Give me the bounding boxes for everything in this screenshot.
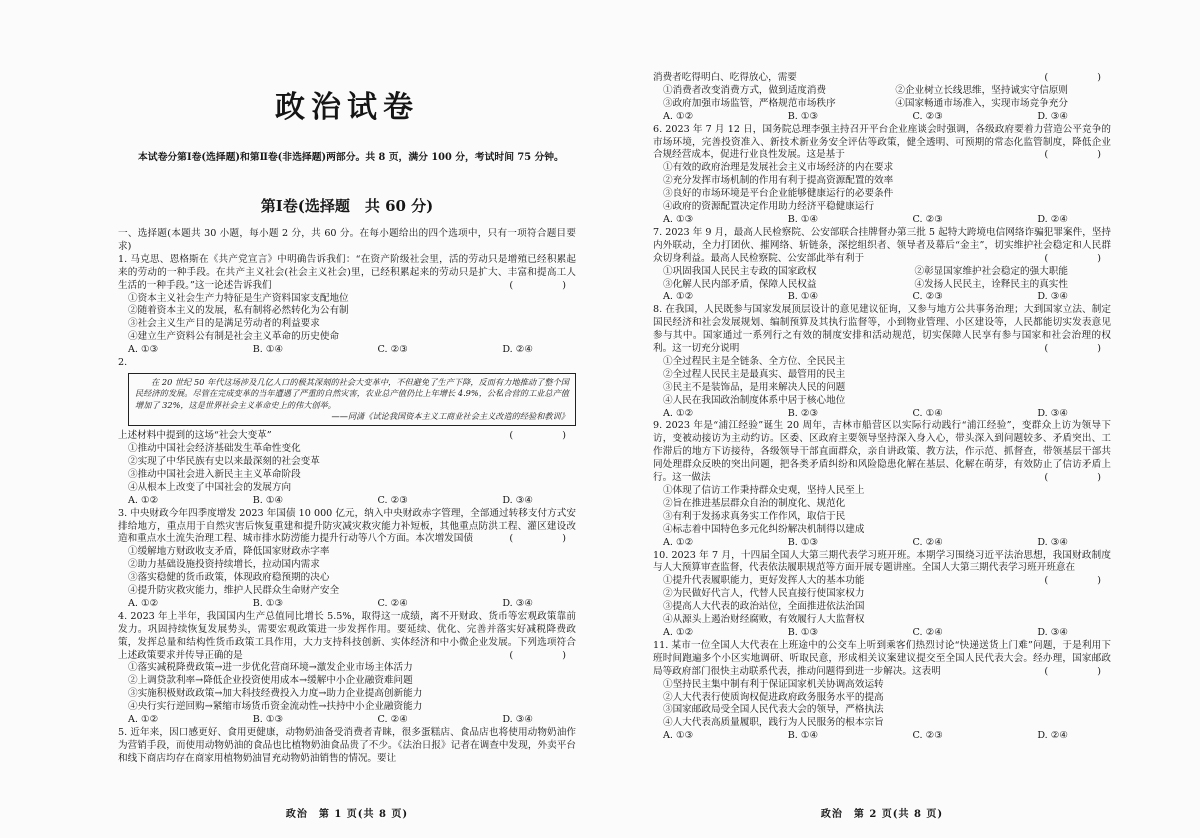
exam-instructions: 本试卷分第Ⅰ卷(选择题)和第Ⅱ卷(非选择题)两部分。共 8 页，满分 100 分，考试时间 75 分钟。 xyxy=(138,152,564,163)
answer-statement: ①有效的政府治理是发展社会主义市场经济的内在要求 xyxy=(663,162,894,174)
option-choice: C. ②④ xyxy=(912,536,943,548)
material-text: 在 20 世纪 50 年代这场涉及几亿人口的极其深刻的社会大变革中，不但避免了生产下降，反而有力地推动了整个国民经济的发展。尽管在完成变革的当年遭遇了严重的自然灾害，农业总产值仍比上年增长 4.9%，公私合营的工业总产值增加了 32%，这是世界社会主义革命史上的伟大创举。 xyxy=(135,376,569,410)
option-choice: D. ②④ xyxy=(1037,213,1068,225)
left-question-list xyxy=(118,228,576,766)
option-choice: B. ①④ xyxy=(252,494,284,506)
question-stem: 10. 2023 年 7 月，十四届全国人大第三期代表学习班开班。本期学习围绕习近平法治思想，我国财政制度与人大预算审查监督，代表依法履职规范等方面开展专题讲座。全国人大第三期代表学习班开班意在 ( ) xyxy=(653,549,1111,587)
option-row xyxy=(128,714,533,727)
option-choice: C. ②③ xyxy=(377,494,408,506)
option-choice: D. ②④ xyxy=(502,344,533,356)
answer-statement: ④国家畅通市场准入，实现市场竞争充分 xyxy=(895,97,1068,109)
answer-bracket: ( ) xyxy=(1044,149,1111,161)
option-row xyxy=(663,408,1068,421)
answer-statement: ④从源头上遏治财经腐败，有效履行人大监督权 xyxy=(663,614,865,626)
option-choice: B. ①③ xyxy=(787,536,819,548)
answer-statement: ①全过程民主是全链条、全方位、全民民主 xyxy=(663,355,846,367)
answer-statement: ②全过程人民民主是最真实、最管用的民主 xyxy=(663,368,846,380)
question-stem: 9. 2023 年是“浦江经验”诞生 20 周年，吉林市船营区以实际行动践行“浦江经验”，变群众上访为领导下访，变被动接访为主动约访。区委、区政府主要领导坚持深入身入心，带头深入到问题较多、矛盾突出、工作滞后的地方下访接待，各级领导干部直面群众，亲自讲政策、教方法，作示范、抓督查，带领基层干部共同处理群众反映的突出问题，把各类矛盾纠纷和风险隐患化解在基层、化解在萌芽，有效防止了信访矛盾上行。这一做法 ( ) xyxy=(653,420,1111,484)
answer-statement: ④人民在我国政治制度体系中居于核心地位 xyxy=(663,394,846,406)
answer-statement: ④央行实行逆回购→紧缩市场货币资金流动性→扶持中小企业融资能力 xyxy=(128,701,423,713)
option-choice: A. ①② xyxy=(663,626,694,638)
answer-statement: ②旨在推进基层群众自治的制度化、规范化 xyxy=(663,497,846,509)
answer-bracket: ( ) xyxy=(509,279,576,291)
answer-statement: ②为民做好代言人，代替人民直接行使国家权力 xyxy=(663,588,865,600)
answer-statement: ③良好的市场环境是平台企业能够健康运行的必要条件 xyxy=(663,188,894,200)
option-choice: C. ②③ xyxy=(912,110,943,122)
answer-statement: ①坚持民主集中制有利于保证国家机关协调高效运转 xyxy=(663,678,884,690)
option-row xyxy=(663,111,1068,124)
option-choice: D. ③④ xyxy=(1037,407,1068,419)
option-choice: C. ①④ xyxy=(912,407,943,419)
option-row xyxy=(128,598,533,611)
option-choice: D. ②④ xyxy=(1037,730,1068,742)
answer-statement: ④从根本上改变了中国社会的发展方向 xyxy=(128,481,292,493)
option-choice: B. ①③ xyxy=(252,597,284,609)
answer-bracket: ( ) xyxy=(1044,252,1111,264)
answer-statement: ②实现了中华民族有史以来最深刻的社会变革 xyxy=(128,455,320,467)
question-block xyxy=(118,254,576,357)
question-stem: 7. 2023 年 9 月，最高人民检察院、公安部联合挂牌督办第三批 5 起特大跨境电信网络诈骗犯罪案件，坚持内外联动，全力打团伙、摧网络、斩链条，深挖组织者、领导者及幕后“金主”，切实维护社会稳定和人民群众切身利益。最高人民检察院、公安部此举有利于 ( ) xyxy=(653,226,1111,264)
option-choice: A. ①③ xyxy=(663,213,694,225)
option-choice: B. ①③ xyxy=(252,714,284,726)
option-row xyxy=(663,291,1068,304)
option-choice: A. ①② xyxy=(663,536,694,548)
option-choice: B. ①③ xyxy=(787,626,819,638)
answer-statement: ①消费者改变消费方式，做到适度消费 xyxy=(663,84,827,96)
answer-statement: ②随着资本主义的发展，私有制将必然转化为公有制 xyxy=(128,305,349,317)
option-row xyxy=(663,537,1068,550)
answer-statement: ③落实稳健的货币政策，体现政府稳预期的决心 xyxy=(128,572,330,584)
question-block xyxy=(653,640,1111,743)
question-stem: 11. 某市一位全国人大代表在上班途中的公交车上听到乘客们热烈讨论“快递送货上门难”问题，于是利用下班时间跑遍多个小区实地调研、听取民意，形成相关议案建议提交至全国人民代表大会。经办理，国家邮政局等政府部门很快主动联系代表，推动问题得到进一步解决。这表明 ( ) xyxy=(653,639,1111,677)
page-footer-right: 政治 第 2 页(共 8 页) xyxy=(820,809,944,820)
answer-statement: ②企业树立长线思维，坚持诚实守信原则 xyxy=(895,84,1068,96)
answer-statement: ①体现了信访工作秉持群众史观，坚持人民至上 xyxy=(663,485,865,496)
question-block xyxy=(118,611,576,727)
answer-bracket: ( ) xyxy=(1044,472,1111,484)
option-choice: C. ②③ xyxy=(912,730,943,742)
answer-statement: ③民主不是装饰品，是用来解决人民的问题 xyxy=(663,381,846,393)
question-number: 2. xyxy=(118,357,128,369)
option-choice: C. ②④ xyxy=(912,626,943,638)
option-choice: D. ③④ xyxy=(1037,536,1068,548)
material-source: ——同潇《试论我国资本主义工商业社会主义改造的经验和教训》 xyxy=(331,410,569,421)
answer-statement: ③国家邮政局受全国人民代表大会的领导，严格执法 xyxy=(663,704,884,716)
option-choice: A. ①② xyxy=(128,597,159,609)
question-block xyxy=(653,124,1111,227)
answer-statement: ③化解人民内部矛盾，保障人民权益 xyxy=(663,278,817,290)
answer-statement: ①巩固我国人民民主专政的国家政权 xyxy=(663,265,817,277)
answer-statement-row xyxy=(663,266,1068,279)
question-stem: 消费者吃得明白、吃得放心，需要 ( ) xyxy=(653,72,1111,83)
answer-statement: ④人大代表高质量履职，践行为人民服务的根本宗旨 xyxy=(663,717,884,729)
left-questions xyxy=(118,254,576,766)
question-block xyxy=(118,357,576,508)
answer-statement: ②上调贷款利率→降低企业投资使用成本→缓解中小企业融资难问题 xyxy=(128,675,413,687)
question-block xyxy=(653,227,1111,304)
option-choice: C. ②④ xyxy=(377,714,408,726)
option-choice: B. ①④ xyxy=(787,730,819,742)
answer-statement: ③实施积极财政政策→加大科技经费投入力度→助力企业提高创新能力 xyxy=(128,688,423,700)
answer-bracket: ( ) xyxy=(509,533,576,545)
option-choice: B. ①③ xyxy=(787,110,819,122)
answer-statement-row xyxy=(663,98,1068,111)
question-stem: 3. 中央财政今年四季度增发 2023 年国债 10 000 亿元，纳入中央财政赤字管理，全部通过转移支付方式安排给地方，重点用于自然灾害后恢复重建和提升防灾减灾救灾能力补短板，其他重点防洪工程、灌区建设改造和重点水土流失治理工程、城市排水防涝能力提升行动等八个方面。本次增发国债 ( ) xyxy=(118,507,576,545)
answer-bracket: ( ) xyxy=(1044,575,1111,587)
answer-statement: ②人大代表行使质询权促进政府政务服务水平的提高 xyxy=(663,691,884,703)
answer-statement: ③政府加强市场监管，严格规范市场秩序 xyxy=(663,97,836,109)
answer-bracket: ( ) xyxy=(1044,665,1111,677)
answer-statement: ④政府的资源配置决定作用助力经济平稳健康运行 xyxy=(663,201,875,213)
answer-statement: ④标志着中国特色多元化纠纷解决机制得以建成 xyxy=(663,523,865,535)
option-choice: D. ③④ xyxy=(1037,626,1068,638)
answer-statement: ②充分发挥市场机制的作用有利于提高资源配置的效率 xyxy=(663,175,894,187)
option-row xyxy=(128,344,533,357)
answer-statement: ②彰显国家维护社会稳定的强大职能 xyxy=(914,265,1068,277)
question-stem: 8. 在我国，人民既参与国家发展顶层设计的意见建议征询，又参与地方公共事务治理；大到国家立法、制定国民经济和社会发展规划、编制预算及其执行监督等，小到物业管理、小区建设等，人民都能切实发表意见参与其中。国家通过一系列行之有效的制度安排和活动规范，切实保障人民享有参与国家和社会治理的权利。这一切充分说明 ( ) xyxy=(653,304,1111,355)
question-stem: 上述材料中提到的这场“社会大变革” ( ) xyxy=(118,430,576,442)
question-stem: 1. 马克思、恩格斯在《共产党宣言》中明确告诉我们：“在资产阶级社会里，活的劳动只是增殖已经积累起来的劳动的一种手段。在共产主义社会(社会主义社会)里，已经积累起来的劳动只是扩大、丰富和提高工人生活的一种手段。”这一论述告诉我们 ( ) xyxy=(118,253,576,291)
part-title: 第Ⅰ卷(选择题 共 60 分) xyxy=(260,197,434,215)
option-choice: A. ①② xyxy=(128,494,159,506)
option-choice: A. ①② xyxy=(663,407,694,419)
option-row xyxy=(663,627,1068,640)
page-footer-left: 政治 第 1 页(共 8 页) xyxy=(285,809,409,820)
option-choice: C. ②④ xyxy=(377,597,408,609)
answer-statement: ①推动中国社会经济基础发生革命性变化 xyxy=(128,443,301,455)
question-stem: 4. 2023 年上半年，我国国内生产总值同比增长 5.5%，取得这一成绩，离不开财政、货币等宏观政策靠前发力。巩固持续恢复发展势头，需要宏观政策进一步发挥作用。要延续、优化、完善并落实好减税降费政策，发挥总量和结构性货币政策工具作用，大力支持科技创新、实体经济和中小微企业发展。下列选项符合上述政策要求并传导正确的是 ( ) xyxy=(118,610,576,661)
option-choice: D. ③④ xyxy=(502,597,533,609)
option-choice: B. ②③ xyxy=(787,407,819,419)
answer-statement: ①落实减税降费政策→进一步优化营商环境→激发企业市场主体活力 xyxy=(128,662,413,674)
answer-statement-row xyxy=(663,279,1068,292)
option-choice: C. ②③ xyxy=(912,291,943,303)
question-block xyxy=(653,550,1111,640)
answer-statement: ③提高人大代表的政治站位，全面推进依法治国 xyxy=(663,601,865,613)
option-row xyxy=(663,730,1068,743)
answer-statement: ③推动中国社会进入新民主主义革命阶段 xyxy=(128,468,301,480)
question-block xyxy=(653,304,1111,420)
option-choice: A. ①② xyxy=(128,714,159,726)
page-title: 政治试卷 xyxy=(275,90,419,125)
question-stem: 6. 2023 年 7 月 12 日，国务院总理李强主持召开平台企业座谈会时强调，各级政府要着力营造公平竞争的市场环境，完善投资准入、新技术新业务安全评估等政策，健全透明、可预期的常态化监管制度，降低企业合规经营成本，促进行业良性发展。这是基于 ( ) xyxy=(653,123,1111,161)
material-box xyxy=(128,373,576,426)
answer-statement: ④提升防灾救灾能力，维护人民群众生命财产安全 xyxy=(128,585,340,597)
answer-statement: ④建立生产资料公有制是社会主义革命的历史使命 xyxy=(128,331,340,343)
answer-bracket: ( ) xyxy=(1044,72,1111,83)
option-choice: A. ①③ xyxy=(128,344,159,356)
option-choice: B. ①④ xyxy=(787,213,819,225)
answer-statement: ②助力基础设施投资持续增长，拉动国内需求 xyxy=(128,559,320,571)
option-row xyxy=(128,495,533,508)
option-choice: B. ①④ xyxy=(252,344,284,356)
right-page xyxy=(653,0,1111,838)
option-row xyxy=(663,214,1068,227)
answer-statement: ③有利于发扬求真务实工作作风，取信于民 xyxy=(663,510,846,522)
option-choice: D. ③④ xyxy=(502,494,533,506)
answer-bracket: ( ) xyxy=(509,430,576,442)
question-5-continued xyxy=(653,72,1111,124)
answer-statement: ④发扬人民民主，诠释民主的真实性 xyxy=(914,278,1068,290)
answer-statement: ①提升代表履职能力，更好发挥人大的基本功能 xyxy=(663,575,865,587)
answer-bracket: ( ) xyxy=(1044,343,1111,355)
question-block xyxy=(653,420,1111,549)
option-choice: A. ①② xyxy=(663,291,694,303)
question-stem: 5. 近年来，因口感更好、食用更健康，动物奶油备受消费者青睐，很多蛋糕店、食品店也将使用动物奶油作为营销手段，而使用动物奶油的食品也比植物奶油食品贵了不少。《法治日报》记者在调查中发现，外卖平台和线下商店均存在商家用植物奶油冒充动物奶油销售的情况。要让 xyxy=(118,727,576,764)
right-question-list xyxy=(653,72,1111,743)
option-choice: C. ②③ xyxy=(912,213,943,225)
option-choice: A. ①② xyxy=(663,110,694,122)
option-choice: D. ③④ xyxy=(1037,291,1068,303)
option-choice: C. ②③ xyxy=(377,344,408,356)
answer-statement: ①资本主义社会生产力特征是生产资料国家支配地位 xyxy=(128,292,349,304)
question-block xyxy=(118,508,576,611)
left-page xyxy=(118,0,576,838)
answer-statement: ①缓解地方财政收支矛盾，降低国家财政赤字率 xyxy=(128,546,330,558)
option-choice: D. ③④ xyxy=(1037,110,1068,122)
option-choice: B. ①④ xyxy=(787,291,819,303)
answer-bracket: ( ) xyxy=(509,649,576,661)
option-choice: A. ①③ xyxy=(663,730,694,742)
right-questions xyxy=(653,124,1111,744)
question-block xyxy=(118,727,576,766)
answer-statement-row xyxy=(663,85,1068,98)
option-choice: D. ③④ xyxy=(502,714,533,726)
answer-statement: ③社会主义生产目的是满足劳动者的利益要求 xyxy=(128,318,320,330)
section-heading: 一、选择题(本题共 30 小题，每小题 2 分，共 60 分。在每小题给出的四个选项中，只有一项符合题目要求) xyxy=(118,228,576,252)
